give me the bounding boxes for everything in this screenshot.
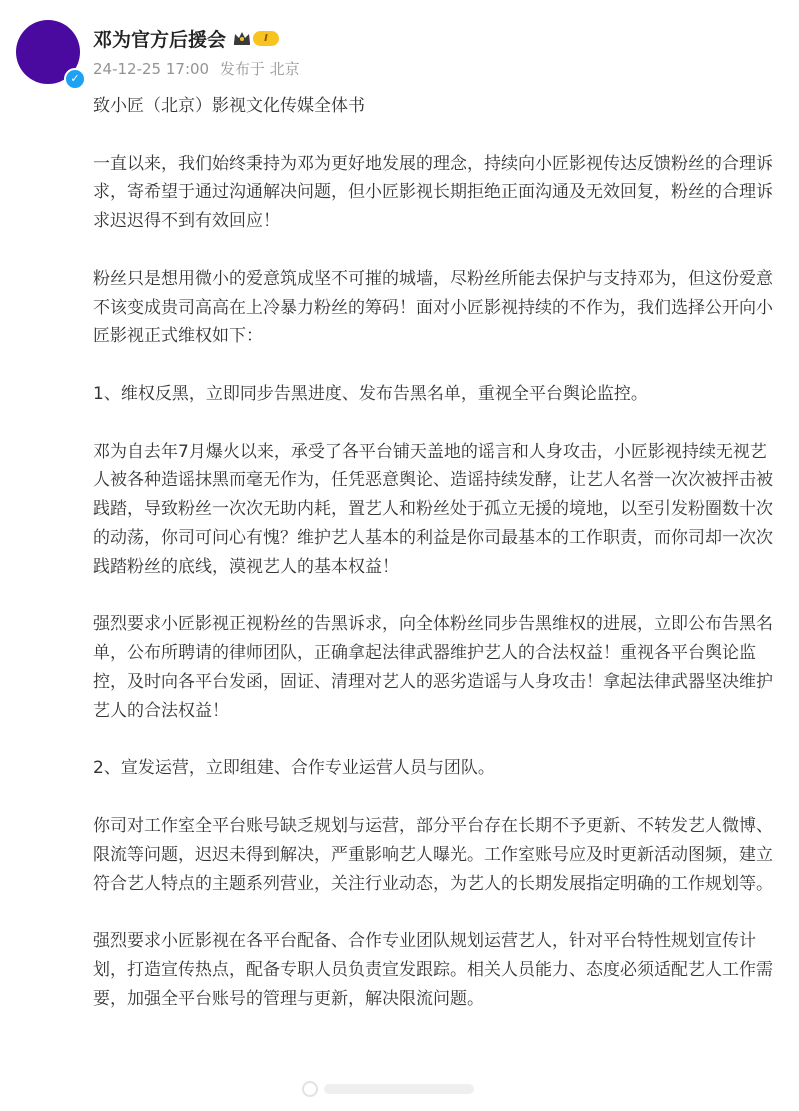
crown-icon xyxy=(232,30,252,46)
author-name[interactable]: 邓为官方后援会 xyxy=(93,28,227,51)
author-row xyxy=(93,24,279,52)
post-source: 发布于 北京 xyxy=(219,60,300,78)
post-paragraph: 强烈要求小匠影视在各平台配备、合作专业团队规划运营艺人，针对平台特性规划宣传计划，打造宣传热点，配备专职人员负责宣发跟踪。相关人员能力、态度必须适配艺人工作需要，加强全平台账号的管理与更新，解决限流问题。 xyxy=(93,931,773,1009)
post-paragraph: 一直以来，我们始终秉持为邓为更好地发展的理念，持续向小匠影视传达反馈粉丝的合理诉求，寄希望于通过沟通解决问题，但小匠影视长期拒绝正面沟通及无效回复，粉丝的合理诉求迟迟得不到有效回应！ xyxy=(93,153,773,232)
watermark-logo-icon xyxy=(300,1079,480,1099)
post-paragraph: 你司对工作室全平台账号缺乏规划与运营，部分平台存在长期不予更新、不转发艺人微博、限流等问题，迟迟未得到解决，严重影响艺人曝光。工作室账号应及时更新活动图频，建立符合艺人特点的主题系列营业，关注行业动态，为艺人的长期发展指定明确的工作规划等。 xyxy=(93,815,773,894)
post-content xyxy=(93,92,779,1014)
post-time[interactable]: 24-12-25 17:00 xyxy=(93,60,210,78)
watermark xyxy=(300,1078,480,1100)
post-paragraph: 1、维权反黑，立即同步告黑进度、发布告黑名单，重视全平台舆论监控。 xyxy=(93,383,648,404)
post-paragraph: 强烈要求小匠影视正视粉丝的告黑诉求，向全体粉丝同步告黑维权的进展，立即公布告黑名单，公布所聘请的律师团队，正确拿起法律武器维护艺人的合法权益！重视各平台舆论监控，及时向各平台发函，固证、清理对艺人的恶劣造谣与人身攻击！拿起法律武器坚决维护艺人的合法权益！ xyxy=(93,614,773,721)
verified-badge-icon: ✓ xyxy=(64,68,86,90)
post-meta xyxy=(93,58,306,79)
post-paragraph: 邓为自去年7月爆火以来，承受了各平台铺天盖地的谣言和人身攻击，小匠影视持续无视艺人被各种造谣抹黑而毫无作为，任凭恶意舆论、造谣持续发酵，让艺人名誉一次次被抨击被践踏，导致粉丝一次次无助内耗，置艺人和粉丝处于孤立无援的境地，以至引发粉圈数十次的动荡，你司可问心有愧？维护艺人基本的利益是你司最基本的工作职责，而你司却一次次践踏粉丝的底线，漠视艺人的基本权益！ xyxy=(93,441,773,577)
post-paragraph: 粉丝只是想用微小的爱意筑成坚不可摧的城墙，尽粉丝所能去保护与支持邓为，但这份爱意不该变成贵司高高在上冷暴力粉丝的筹码！面对小匠影视持续的不作为，我们选择公开向小匠影视正式维权如下： xyxy=(93,268,773,347)
vip-level-badge: I xyxy=(253,31,279,46)
post-paragraph: 2、宣发运营，立即组建、合作专业运营人员与团队。 xyxy=(93,758,495,779)
post-paragraph: 致小匠（北京）影视文化传媒全体书 xyxy=(93,96,365,116)
